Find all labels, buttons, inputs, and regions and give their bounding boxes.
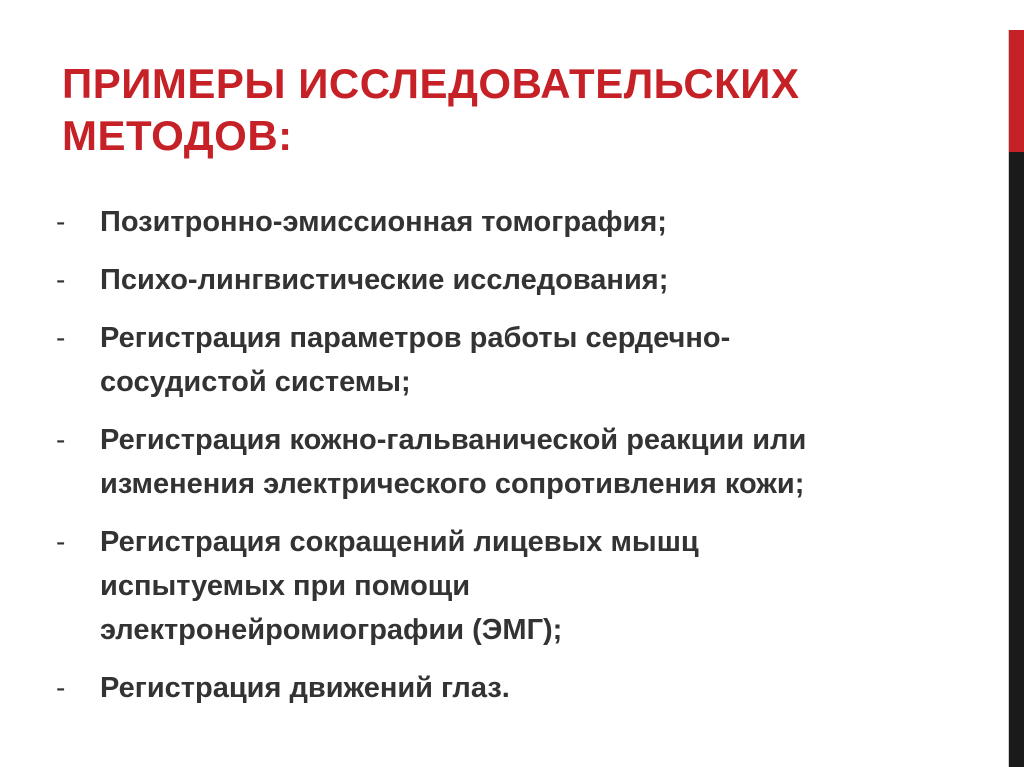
- list-item-text: Регистрация кожно-гальванической реакции или изменения электрического сопротивления кожи;: [100, 424, 807, 500]
- bullet-dash: -: [56, 264, 66, 295]
- list-item-text: Регистрация сокращений лицевых мышц испытуемых при помощи электронейромиографии (ЭМГ);: [100, 526, 699, 646]
- list-item: [56, 520, 956, 652]
- list-item: [56, 200, 956, 244]
- list-item: [56, 666, 956, 710]
- bullet-dash: -: [56, 424, 66, 455]
- slide-title: ПРИМЕРЫ ИССЛЕДОВАТЕЛЬСКИХ МЕТОДОВ:: [62, 60, 800, 159]
- list-item-text: Психо-лингвистические исследования;: [100, 264, 669, 296]
- list-item-text: Позитронно-эмиссионная томография;: [100, 206, 667, 238]
- methods-list: [56, 200, 956, 724]
- list-item-text: Регистрация параметров работы сердечно- сосудистой системы;: [100, 322, 731, 398]
- side-accent-red-bar: [1009, 30, 1024, 152]
- list-item-text: Регистрация движений глаз.: [100, 672, 510, 704]
- bullet-dash: -: [56, 206, 66, 237]
- side-accent-dark-bar: [1009, 152, 1024, 767]
- list-item: [56, 418, 956, 506]
- bullet-dash: -: [56, 322, 66, 353]
- list-item: [56, 258, 956, 302]
- list-item: [56, 316, 956, 404]
- bullet-dash: -: [56, 526, 66, 557]
- bullet-dash: -: [56, 672, 66, 703]
